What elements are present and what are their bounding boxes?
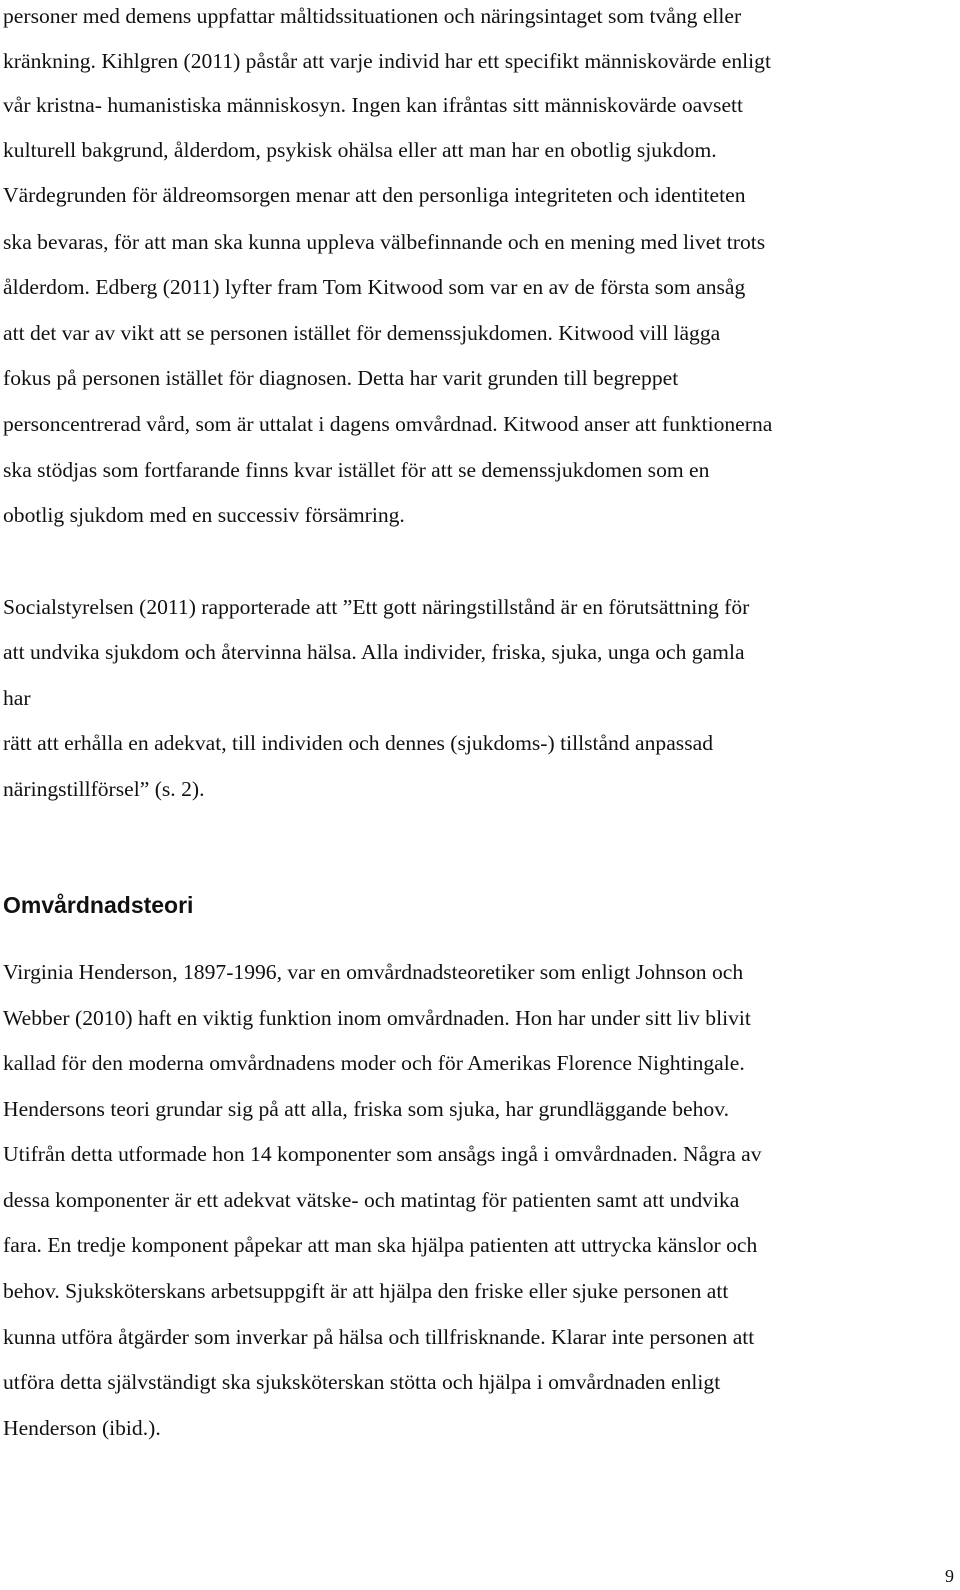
body-text-line: personcentrerad vård, som är uttalat i dagens omvårdnad. Kitwood anser att funktionerna xyxy=(3,412,773,436)
body-text-line: behov. Sjuksköterskans arbetsuppgift är att hjälpa den friske eller sjuke personen att xyxy=(3,1279,729,1303)
body-text-line: kränkning. Kihlgren (2011) påstår att varje individ har ett specifikt människovärde enligt xyxy=(3,49,771,73)
body-text-line: vår kristna- humanistiska människosyn. Ingen kan ifråntas sitt människovärde oavsett xyxy=(3,93,744,117)
body-text-line: Socialstyrelsen (2011) rapporterade att ”Ett gott näringstillstånd är en förutsättning för xyxy=(3,595,750,619)
body-text-line: Utifrån detta utformade hon 14 komponenter som ansågs ingå i omvårdnaden. Några av xyxy=(3,1142,762,1166)
page-number: 9 xyxy=(945,1566,954,1586)
body-text-line: kunna utföra åtgärder som inverkar på hälsa och tillfrisknande. Klarar inte personen att xyxy=(3,1325,755,1349)
body-text-line: rätt att erhålla en adekvat, till individen och dennes (sjukdoms-) tillstånd anpassad xyxy=(3,731,713,755)
body-text-line: Webber (2010) haft en viktig funktion inom omvårdnaden. Hon har under sitt liv blivit xyxy=(3,1006,751,1030)
body-text-line: Virginia Henderson, 1897-1996, var en omvårdnadsteoretiker som enligt Johnson och xyxy=(3,960,744,984)
body-text-line: utföra detta självständigt ska sjuksköterskan stötta och hjälpa i omvårdnaden enligt xyxy=(3,1370,721,1394)
body-text-line: kallad för den moderna omvårdnadens moder och för Amerikas Florence Nightingale. xyxy=(3,1051,745,1075)
body-text-line: fokus på personen istället för diagnosen. Detta har varit grunden till begreppet xyxy=(3,366,679,390)
body-text-line: att undvika sjukdom och återvinna hälsa. Alla individer, friska, sjuka, unga och gamla xyxy=(3,640,745,664)
body-text-line: ska stödjas som fortfarande finns kvar istället för att se demenssjukdomen som en xyxy=(3,458,710,482)
body-text-line: obotlig sjukdom med en successiv försämring. xyxy=(3,503,405,527)
body-text-line: har xyxy=(3,686,31,710)
body-text-line: näringstillförsel” (s. 2). xyxy=(3,777,205,801)
body-text-line: Henderson (ibid.). xyxy=(3,1416,161,1440)
body-text-line: personer med demens uppfattar måltidssituationen och näringsintaget som tvång eller xyxy=(3,4,742,28)
body-text-line: ska bevaras, för att man ska kunna uppleva välbefinnande och en mening med livet trots xyxy=(3,230,766,254)
body-text-line: fara. En tredje komponent påpekar att man ska hjälpa patienten att uttrycka känslor och xyxy=(3,1233,758,1257)
body-text-line: ålderdom. Edberg (2011) lyfter fram Tom Kitwood som var en av de första som ansåg xyxy=(3,275,746,299)
body-text-line: att det var av vikt att se personen istället för demenssjukdomen. Kitwood vill lägga xyxy=(3,321,721,345)
body-text-line: Värdegrunden för äldreomsorgen menar att den personliga integriteten och identiteten xyxy=(3,183,746,207)
body-text-line: dessa komponenter är ett adekvat vätske- och matintag för patienten samt att undvika xyxy=(3,1188,740,1212)
section-heading: Omvårdnadsteori xyxy=(3,892,194,918)
body-text-line: Hendersons teori grundar sig på att alla, friska som sjuka, har grundläggande behov. xyxy=(3,1097,729,1121)
body-text-line: kulturell bakgrund, ålderdom, psykisk ohälsa eller att man har en obotlig sjukdom. xyxy=(3,138,717,162)
